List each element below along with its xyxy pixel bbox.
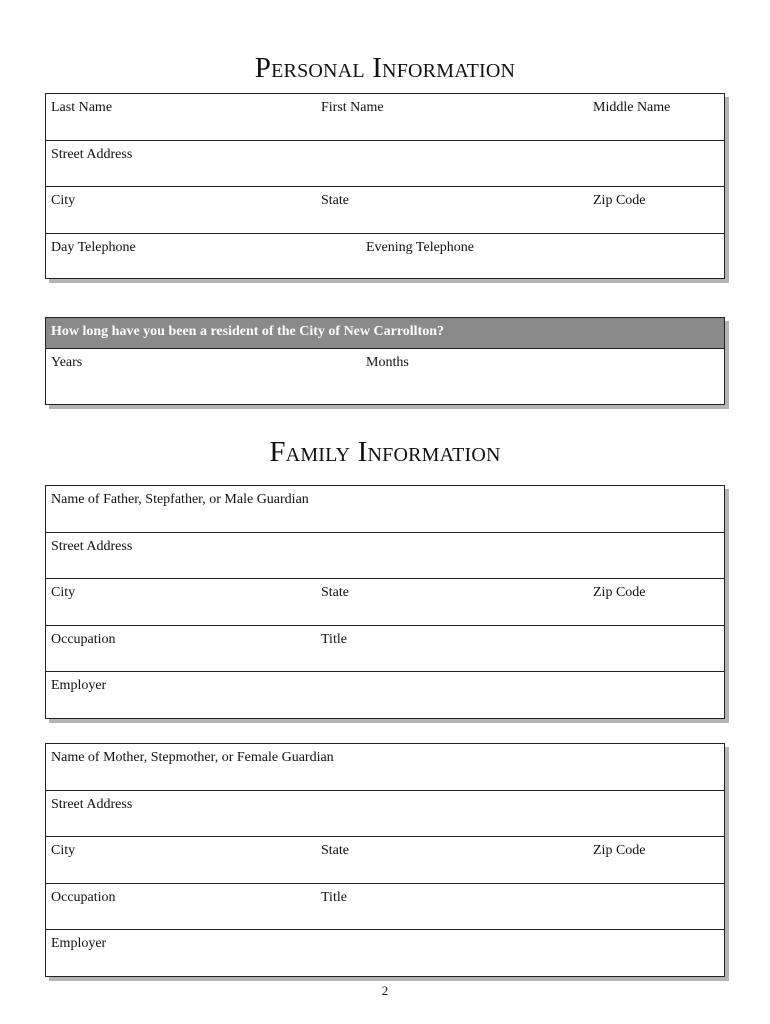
mother-information-box <box>45 743 725 977</box>
mother-name-row[interactable] <box>46 744 724 791</box>
mother-name-label: Name of Mother, Stepmother, or Female Guardian <box>51 750 334 765</box>
mother-street-label: Street Address <box>51 796 133 812</box>
last-name-label: Last Name <box>51 100 113 115</box>
father-city-state-zip-row[interactable] <box>46 579 724 626</box>
mother-city-label: City <box>51 843 76 859</box>
mother-employer-label: Employer <box>51 936 107 952</box>
day-telephone-label: Day Telephone <box>51 239 136 255</box>
personal-information-box <box>45 93 725 279</box>
father-employer-row[interactable] <box>46 672 724 719</box>
name-row[interactable] <box>46 94 724 141</box>
father-information-box <box>45 485 725 719</box>
mother-occupation-label: Occupation <box>51 889 116 905</box>
city-state-zip-row[interactable] <box>46 187 724 234</box>
mother-employer-row[interactable] <box>46 930 724 977</box>
telephone-row[interactable] <box>46 234 724 281</box>
father-zip-label: Zip Code <box>593 585 646 601</box>
state-label: State <box>321 193 349 208</box>
street-address-label: Street Address <box>51 146 133 162</box>
months-label: Months <box>366 355 409 370</box>
mother-street-row[interactable] <box>46 791 724 838</box>
father-employer-label: Employer <box>51 678 107 694</box>
years-label: Years <box>51 355 83 370</box>
mother-city-state-zip-row[interactable] <box>46 837 724 884</box>
father-title-label: Title <box>321 631 347 647</box>
city-label: City <box>51 193 76 208</box>
page-number: 2 <box>381 983 389 998</box>
father-city-label: City <box>51 585 76 601</box>
mother-occupation-row[interactable] <box>46 884 724 931</box>
first-name-label: First Name <box>321 100 384 115</box>
father-name-row[interactable] <box>46 486 724 533</box>
zip-code-label: Zip Code <box>593 193 646 208</box>
middle-name-label: Middle Name <box>593 100 671 115</box>
street-address-row[interactable] <box>46 141 724 188</box>
personal-information-heading: Personal Information <box>254 52 516 84</box>
mother-zip-label: Zip Code <box>593 843 646 859</box>
residency-box <box>45 317 725 405</box>
father-occupation-label: Occupation <box>51 631 116 647</box>
evening-telephone-label: Evening Telephone <box>366 239 475 255</box>
father-street-row[interactable] <box>46 533 724 580</box>
father-state-label: State <box>321 585 349 601</box>
residency-question: How long have you been a resident of the City of New Carrollton? <box>46 318 724 349</box>
mother-title-label: Title <box>321 889 347 905</box>
mother-state-label: State <box>321 843 349 859</box>
father-occupation-row[interactable] <box>46 626 724 673</box>
residency-duration-row[interactable] <box>46 349 724 404</box>
father-name-label: Name of Father, Stepfather, or Male Guardian <box>51 492 309 507</box>
family-information-heading: Family Information <box>269 436 501 468</box>
father-street-label: Street Address <box>51 538 133 554</box>
